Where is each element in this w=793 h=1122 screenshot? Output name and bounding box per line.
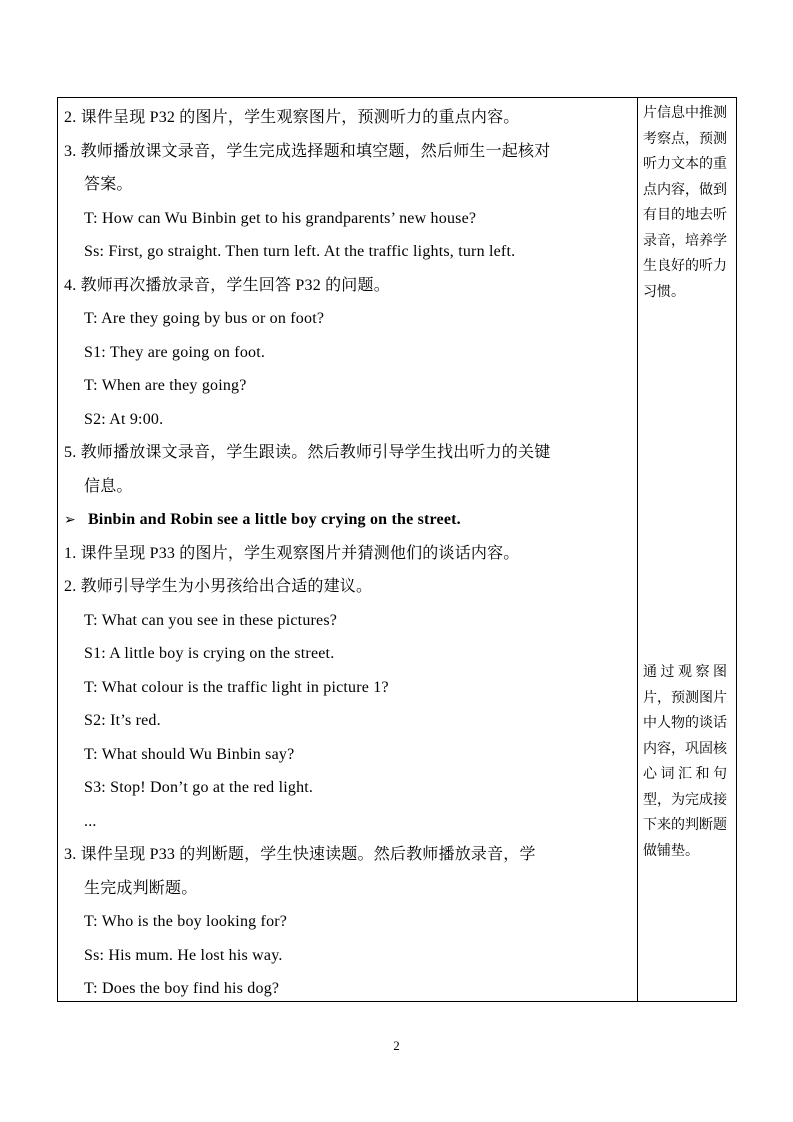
- dialogue-line: T: How can Wu Binbin get to his grandparents’ new house?: [84, 209, 477, 227]
- dialogue-line: S2: It’s red.: [84, 712, 161, 729]
- procedure-line: 5. 教师播放课文录音，学生跟读。然后教师引导学生找出听力的关键: [64, 444, 551, 461]
- column-divider: [637, 98, 638, 1001]
- dialogue-line: T: What can you see in these pictures?: [84, 611, 338, 629]
- dialogue-line: S1: They are going on foot.: [84, 343, 266, 361]
- page-number: 2: [393, 1038, 400, 1053]
- dialogue-line: Ss: First, go straight. Then turn left. At the traffic lights, turn left.: [84, 243, 516, 260]
- ellipsis-line: ...: [84, 812, 97, 830]
- procedure-line: 信息。: [84, 477, 133, 495]
- note-line: 听力文本的重: [643, 157, 727, 172]
- dialogue-line: S1: A little boy is crying on the street.: [84, 645, 335, 662]
- procedure-line: 生完成判断题。: [84, 879, 198, 897]
- dialogue-line: T: Are they going by bus or on foot?: [84, 310, 325, 327]
- section-heading: [64, 503, 461, 537]
- note-line: 型，为完成接: [643, 792, 727, 808]
- note-line: 中人物的谈话: [643, 716, 727, 731]
- note-line: 片信息中推测: [643, 106, 727, 121]
- note-line: 有目的地去听: [643, 208, 727, 223]
- procedure-line: 4. 教师再次播放录音，学生回答 P32 的问题。: [64, 276, 390, 294]
- dialogue-line: T: When are they going?: [84, 377, 247, 394]
- arrow-bullet-icon: ➢: [64, 512, 76, 528]
- procedure-line: 答案。: [84, 176, 133, 193]
- section-heading-text: Binbin and Robin see a little boy crying on the street.: [87, 511, 461, 528]
- dialogue-line: T: What colour is the traffic light in picture 1?: [84, 678, 389, 696]
- dialogue-line: T: Does the boy find his dog?: [84, 980, 280, 997]
- note-line: 点内容，做到: [643, 182, 727, 198]
- note-line: 习惯。: [643, 284, 685, 300]
- dialogue-line: S3: Stop! Don’t go at the red light.: [84, 779, 314, 796]
- note-line: 录音，培养学: [643, 233, 727, 249]
- procedure-line: 2. 课件呈现 P32 的图片，学生观察图片，预测听力的重点内容。: [64, 109, 520, 126]
- note-line: 做铺垫。: [643, 843, 699, 859]
- dialogue-line: S2: At 9:00.: [84, 410, 164, 428]
- procedure-line: 3. 教师播放课文录音，学生完成选择题和填空题，然后师生一起核对: [64, 142, 551, 160]
- note-line: 生良好的听力: [643, 259, 727, 274]
- procedure-line: 1. 课件呈现 P33 的图片，学生观察图片并猜测他们的谈话内容。: [64, 544, 520, 562]
- note-line: 考察点，预测: [643, 131, 727, 147]
- note-line: 通 过 观 察 图: [643, 665, 727, 680]
- note-line: 片，预测图片: [643, 690, 727, 706]
- lesson-plan-table: [57, 97, 737, 1002]
- procedure-line: 3. 课件呈现 P33 的判断题，学生快速读题。然后教师播放录音，学: [64, 846, 536, 863]
- dialogue-line: T: Who is the boy looking for?: [84, 913, 288, 930]
- note-line: 内容，巩固核: [643, 741, 727, 757]
- procedure-line: 2. 教师引导学生为小男孩给出合适的建议。: [64, 578, 373, 595]
- note-line: 下来的判断题: [643, 818, 727, 833]
- note-line: 心 词 汇 和 句: [643, 767, 727, 782]
- dialogue-line: Ss: His mum. He lost his way.: [84, 946, 283, 964]
- dialogue-line: T: What should Wu Binbin say?: [84, 745, 295, 763]
